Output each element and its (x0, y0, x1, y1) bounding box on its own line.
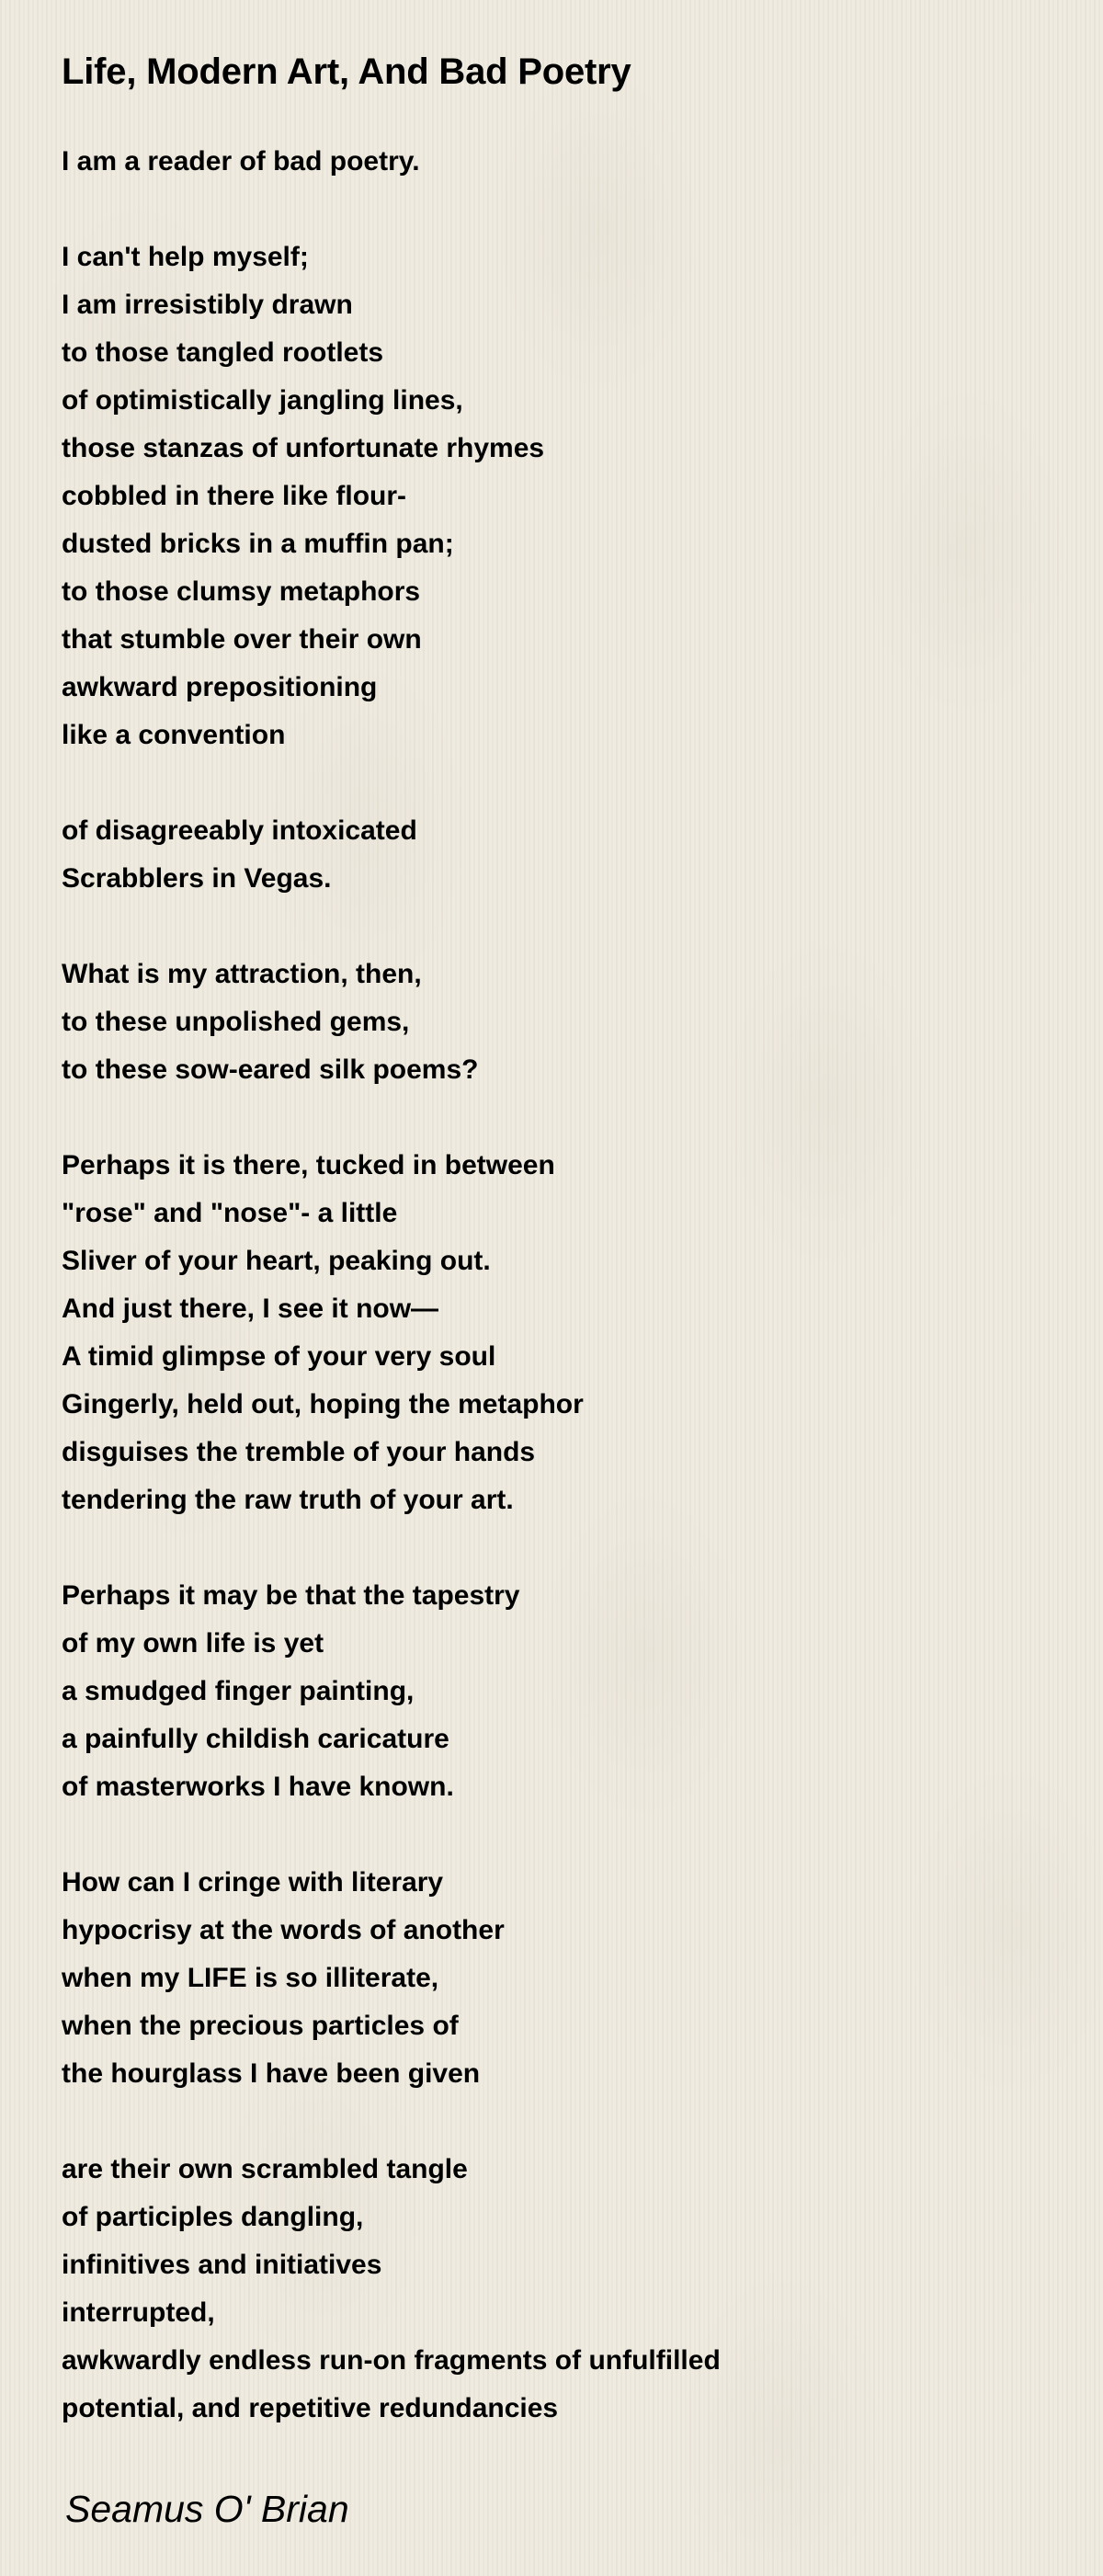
poem-line: Perhaps it is there, tucked in between (62, 1150, 555, 1180)
poem-line: of participles dangling, (62, 2202, 364, 2232)
poem-line: dusted bricks in a muffin pan; (62, 529, 454, 559)
poem-line: of optimistically jangling lines, (62, 385, 463, 416)
poem-line: And just there, I see it now— (62, 1294, 439, 1324)
poem-line: a painfully childish caricature (62, 1724, 449, 1754)
poem-line: to those clumsy metaphors (62, 576, 421, 607)
poem-line: cobbled in there like flour- (62, 481, 407, 511)
poem-line: the hourglass I have been given (62, 2058, 481, 2089)
poem-line: like a convention (62, 720, 286, 750)
poem-line: I am irresistibly drawn (62, 290, 353, 320)
poem-line: Gingerly, held out, hoping the metaphor (62, 1389, 584, 1419)
poem-line: to these unpolished gems, (62, 1007, 410, 1037)
stanza-break (62, 1094, 721, 1142)
stanza-break (62, 903, 721, 951)
poem-line: Sliver of your heart, peaking out. (62, 1246, 491, 1276)
stanza-break (62, 186, 721, 234)
poem-line: hypocrisy at the words of another (62, 1915, 505, 1945)
poem-line: How can I cringe with literary (62, 1867, 444, 1898)
poem-line: "rose" and "nose"- a little (62, 1198, 398, 1228)
stanza-break (62, 1811, 721, 1859)
poem-line: those stanzas of unfortunate rhymes (62, 433, 545, 463)
poem-line: awkwardly endless run-on fragments of unfulfilled (62, 2345, 721, 2376)
stanza-break (62, 2098, 721, 2146)
poem-line: interrupted, (62, 2297, 215, 2328)
poem-line: when the precious particles of (62, 2011, 459, 2041)
poem-line: of my own life is yet (62, 1628, 324, 1658)
poem-author: Seamus O' Brian (65, 2488, 349, 2530)
poem-line: to those tangled rootlets (62, 337, 384, 368)
stanza-break (62, 759, 721, 807)
poem-line: A timid glimpse of your very soul (62, 1341, 496, 1372)
poem-line: Perhaps it may be that the tapestry (62, 1580, 520, 1611)
poem-title: Life, Modern Art, And Bad Poetry (62, 51, 631, 92)
poem-line: are their own scrambled tangle (62, 2154, 468, 2184)
stanza-break (62, 1524, 721, 1572)
poem-body (62, 138, 721, 2433)
poem-line: What is my attraction, then, (62, 959, 422, 989)
poem-line: that stumble over their own (62, 624, 422, 655)
poem-line: I can't help myself; (62, 242, 309, 272)
poem-line: Scrabblers in Vegas. (62, 863, 332, 894)
poem-line: disguises the tremble of your hands (62, 1437, 536, 1467)
poem-line: a smudged finger painting, (62, 1676, 415, 1706)
poem-line: potential, and repetitive redundancies (62, 2393, 559, 2423)
poem-line: to these sow-eared silk poems? (62, 1054, 479, 1085)
poem-line: of disagreeably intoxicated (62, 815, 417, 846)
poem-line: of masterworks I have known. (62, 1772, 454, 1802)
poem-line: awkward prepositioning (62, 672, 378, 702)
poem-line: when my LIFE is so illiterate, (62, 1963, 439, 1993)
poem-line: I am a reader of bad poetry. (62, 146, 420, 177)
poem-line: infinitives and initiatives (62, 2250, 382, 2280)
poem-line: tendering the raw truth of your art. (62, 1485, 514, 1515)
